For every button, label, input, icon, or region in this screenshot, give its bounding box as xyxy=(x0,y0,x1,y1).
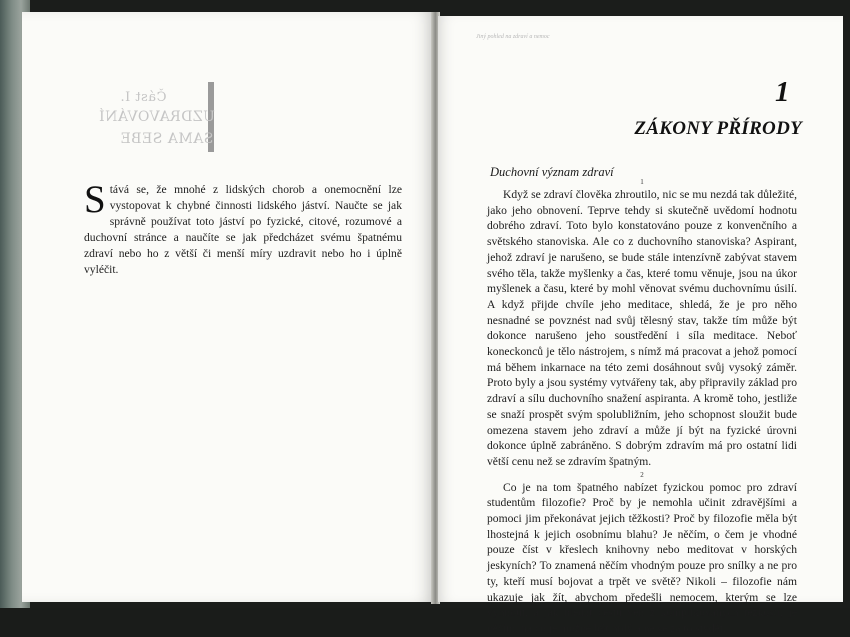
paragraph-number: 2 xyxy=(640,470,644,479)
chapter-number: 1 xyxy=(775,76,790,108)
chapter-body xyxy=(487,178,797,637)
left-page xyxy=(22,12,433,602)
chapter-title: ZÁKONY PŘÍRODY xyxy=(634,118,802,139)
paragraph: Co je na tom špatného nabízet fyzickou pomoc pro zdraví studentům filozofie? Proč by je nemohla učinit zdravějšími a pomoci jim překonávat jejich těžkosti? Proč by filozofie měla být lhostejná k jejich osobnímu blahu? Je něčím, o čem je vhodné pouze číst v křeslech knihovny nebo meditovat v horských jeskyních? To znamená něčím vhodným pouze pro snílky a ne pro ty, kteří musí bojovat a trpět ve světě? Nikoli – filozofie nám ukazuje jak žít, abychom předešli nemocem, kterým se lze vyhnout, a jak hledat cestu ven z komplikovaných těžkostí, je něčím, na co je možné být hrdý a ne se za to stydět. xyxy=(487,480,797,635)
drop-cap: S xyxy=(84,178,106,221)
part-title-line2: SAMA SEBE xyxy=(120,131,214,147)
part-heading-showthrough xyxy=(98,90,215,149)
section-heading: Duchovní význam zdraví xyxy=(490,165,614,179)
paragraph: Když se zdraví člověka zhroutilo, nic se mu nezdá tak důležité, jako jeho obnovení. Teprve tehdy si skutečně uvědomí hodnotu dobrého zdraví. Toto bylo konstatováno pouze z konvenčního a světského stanoviska. Ale co z duchovního stanoviska? Aspirant, jehož zdraví je narušeno, se bude stále intenzívně zabývat stavem svého těla, takže myšlenky a čas, které tomu věnuje, jsou na úkor myšlenek a času, které by mohl věnovat svému duchovnímu úsilí. A když přijde chvíle jeho meditace, shledá, že je pro něho nesnadné se povznést nad svůj tělesný stav, takže tím může být dokonce narušeno jeho soustředění i síla meditace. Neboť koneckonců je tělo nástrojem, s nímž má pracovat a jehož pomocí má během inkarnace na této zemi dosáhnout svůj vysoký záměr. Proto byly a jsou systémy vytvářeny tak, aby připravily základ pro zdraví a sílu duchovního snažení aspiranta. A kromě toho, jestliže se snaží prospět svým spolubližním, jeho schopnost sloužit bude omezena stavem jeho zdraví a může jí být na fyzické úrovni dokonce úplně zabráněno. S dobrým zdravím má pro ostatní lidi větší cenu než se zdravím špatným. xyxy=(487,188,797,468)
part-title-line1: UZDRAVOVÁNÍ xyxy=(98,109,215,125)
part-number: Část I. xyxy=(120,90,167,105)
running-head: Jiný pohled na zdraví a nemoc xyxy=(476,34,550,40)
part-intro xyxy=(84,178,402,278)
intro-text: tává se, že mnohé z lidských chorob a onemocnění lze vystopovat k chybné činnosti lidského jáství. Naučte se jak správně používat toto jáství po fyzické, citové, rozumové a duchovní stránce a naučíte se jak předcházet svému špatnému zdraví nebo ho z větší či menší míry uzdravit nebo ho i úplně vyléčit. xyxy=(84,183,402,276)
paragraph-number: 1 xyxy=(640,178,644,186)
